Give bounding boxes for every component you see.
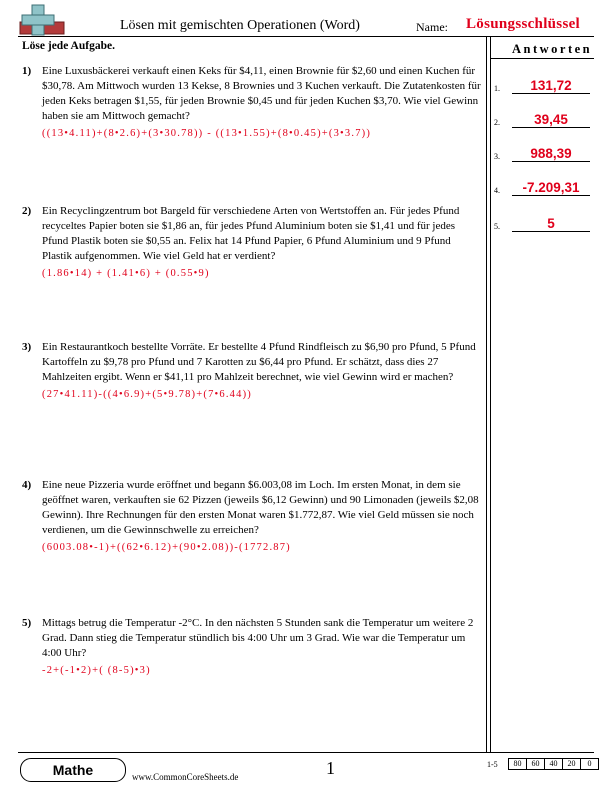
problem-1 bbox=[22, 64, 482, 141]
site-url: www.CommonCoreSheets.de bbox=[132, 772, 239, 782]
page-title: Lösen mit gemischten Operationen (Word) bbox=[120, 18, 360, 33]
answer-number: 2. bbox=[494, 118, 500, 127]
answer-value: 39,45 bbox=[512, 112, 590, 128]
score-cell: 20 bbox=[563, 758, 581, 770]
column-divider bbox=[490, 36, 491, 752]
score-cell: 0 bbox=[581, 758, 599, 770]
problem-number: 5) bbox=[22, 617, 32, 629]
problem-text: Eine neue Pizzeria wurde eröffnet und begann $6.003,08 im Loch. Im ersten Monat, in dem sie geöffnet waren, verkauften sie 62 Pizzen (jeweils $6,12 Gewinn) und 90 Limonaden (jeweils $2,08 Gewinn). Ihre Rechnungen für den ersten Monat waren $1.772,87. Wie viel Geld müssen sie noch verdienen, um die Gewinnschwelle zu erreichen? bbox=[42, 479, 479, 536]
problem-number: 2) bbox=[22, 205, 32, 217]
plus-logo-icon bbox=[18, 4, 66, 36]
name-label: Name: bbox=[416, 20, 448, 34]
score-range-label: 1-5 bbox=[487, 760, 498, 769]
problem-expression: (6003.08•-1)+((62•6.12)+(90•2.08))-(1772.87) bbox=[42, 542, 291, 553]
answer-number: 3. bbox=[494, 152, 500, 161]
score-cell: 60 bbox=[527, 758, 545, 770]
answer-value: -7.209,31 bbox=[512, 180, 590, 196]
header-divider bbox=[18, 36, 594, 37]
problem-2 bbox=[22, 204, 482, 281]
answer-1 bbox=[494, 74, 594, 96]
answer-number: 1. bbox=[494, 84, 500, 93]
problem-text: Mittags betrug die Temperatur -2°C. In den nächsten 5 Stunden sank die Temperatur um weitere 2 Grad. Dann stieg die Temperatur stündlich bis 4:00 Uhr um 3 Grad. Wie war die Temperatur um 4:00 Uhr? bbox=[42, 617, 474, 659]
page-number: 1 bbox=[326, 758, 335, 778]
score-table bbox=[508, 758, 599, 770]
instructions: Löse jede Aufgabe. bbox=[22, 40, 115, 52]
problem-expression: (1.86•14) + (1.41•6) + (0.55•9) bbox=[42, 268, 210, 279]
answer-number: 4. bbox=[494, 186, 500, 195]
footer-divider bbox=[18, 752, 594, 753]
problem-text: Eine Luxusbäckerei verkauft einen Keks für $4,11, einen Brownie für $2,60 und einen Kuchen für $30,78. Am Mittwoch wurden 13 Kekse, 8 Brownies und 3 Kuchen verkauft. Die Zutatenkosten für jeden Keks betragen $1,55, für jeden Brownie $0,45 und für jeden Kuchen $3,70. Wie viel Gewinn haben sie am Mittwoch gemacht? bbox=[42, 65, 481, 122]
problem-4 bbox=[22, 478, 482, 555]
answer-value: 131,72 bbox=[512, 78, 590, 94]
subject-badge: Mathe bbox=[20, 758, 126, 782]
answer-4 bbox=[494, 176, 594, 198]
problem-number: 1) bbox=[22, 65, 32, 77]
answer-value: 988,39 bbox=[512, 146, 590, 162]
answer-value: 5 bbox=[512, 216, 590, 232]
answer-number: 5. bbox=[494, 222, 500, 231]
problem-text: Ein Restaurantkoch bestellte Vorräte. Er bestellte 4 Pfund Rindfleisch zu $6,90 pro Pfund, 5 Pfund Kartoffeln zu $9,78 pro Pfund und 7 Karotten zu $6,44 pro Pfund. Er schätzt, dass dies 27 Mahlzeiten ergibt. Wenn er $41,11 pro Mahlzeit berechnet, wie viel Gewinn wird er machen? bbox=[42, 341, 476, 383]
answer-5 bbox=[494, 212, 594, 234]
problem-3 bbox=[22, 340, 482, 402]
problem-number: 4) bbox=[22, 479, 32, 491]
score-cell: 40 bbox=[545, 758, 563, 770]
column-divider bbox=[486, 36, 487, 752]
answer-2 bbox=[494, 108, 594, 130]
problem-5 bbox=[22, 616, 482, 678]
problem-expression: (27•41.11)-((4•6.9)+(5•9.78)+(7•6.44)) bbox=[42, 389, 252, 400]
score-cell: 80 bbox=[508, 758, 527, 770]
answers-heading: Antworten bbox=[512, 42, 593, 56]
answer-3 bbox=[494, 142, 594, 164]
problem-number: 3) bbox=[22, 341, 32, 353]
problem-expression: ((13•4.11)+(8•2.6)+(3•30.78)) - ((13•1.55)+(8•0.45)+(3•3.7)) bbox=[42, 128, 372, 139]
problem-text: Ein Recyclingzentrum bot Bargeld für verschiedene Arten von Wertstoffen an. Für jedes Pfund recyceltes Papier boten sie $1,86 an, für jedes Pfund Aluminium boten sie $1,41 und für jedes Pfund Plastik boten sie $0,55 an. Felix hat 14 Pfund Papier, 6 Pfund Aluminium und 9 Pfund Plastik aufgenommen. Wie viel Geld hat er verdient? bbox=[42, 205, 460, 262]
problem-expression: -2+(-1•2)+( (8-5)•3) bbox=[42, 665, 151, 676]
answers-heading-rule bbox=[490, 58, 594, 59]
answer-key-label: Lösungsschlüssel bbox=[466, 16, 581, 32]
